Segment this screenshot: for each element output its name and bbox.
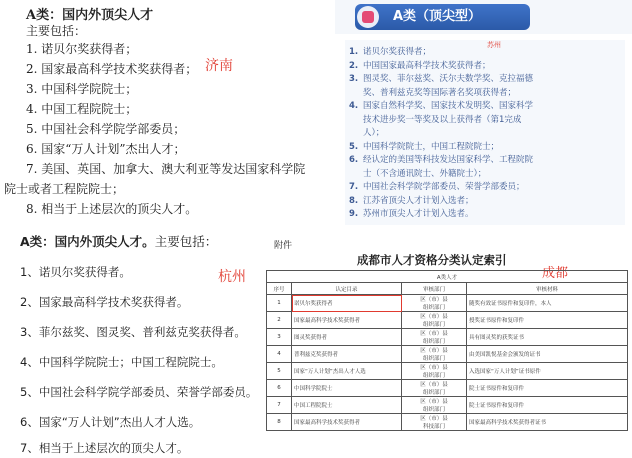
table-header: 序号: [267, 283, 292, 295]
jinan-intro: 主要包括：: [26, 24, 87, 38]
jinan-section: [0, 0, 330, 225]
suzhou-section: [335, 0, 632, 225]
suzhou-item-number: 4.: [349, 101, 359, 111]
table-cell: 4: [267, 346, 292, 363]
suzhou-item-number: 1.: [349, 47, 359, 57]
table-cell: 3: [267, 329, 292, 346]
table-cell: 入选国家“万人计划”证书原件: [467, 363, 628, 380]
hangzhou-item: 3、菲尔兹奖、图灵奖、普利兹克奖获得者。: [20, 325, 246, 339]
table-cell: 中国工程院院士: [292, 397, 402, 414]
hangzhou-title-rest: 主要包括：: [154, 234, 218, 249]
table-cell: 普利兹克奖获得者: [292, 346, 402, 363]
suzhou-item: [349, 208, 474, 220]
table-cell: 授奖证书原件和复印件: [467, 312, 628, 329]
hangzhou-item: 7、相当于上述层次的顶尖人才。: [20, 441, 189, 455]
hangzhou-section: [0, 228, 262, 458]
hangzhou-item: 6、国家“万人计划”杰出人才人选。: [20, 415, 201, 429]
suzhou-item-text: 国家自然科学奖、国家技术发明奖、国家科学: [363, 101, 534, 111]
chengdu-section: [262, 232, 632, 458]
table-cell: 中国科学院院士: [292, 380, 402, 397]
table-cell: 国家“万人计划”杰出人才人选: [292, 363, 402, 380]
suzhou-item-number: 3.: [349, 74, 359, 84]
jinan-item: 院士或者工程院院士；: [4, 182, 125, 196]
table-cell: 图灵奖获得者: [292, 329, 402, 346]
table-cell: 诺贝尔奖获得者: [292, 295, 402, 312]
suzhou-item-text: 江苏省顶尖人才计划入选者；: [363, 195, 474, 206]
hangzhou-item: 1、诺贝尔奖获得者。: [20, 265, 131, 279]
hangzhou-title-bold: A类：国内外顶尖人才。: [20, 234, 155, 249]
suzhou-item: [349, 181, 525, 193]
table-cell: 区（市）县 组织部门: [402, 380, 467, 397]
table-cell: 国家最高科学技术奖获得者: [292, 312, 402, 329]
suzhou-item-number: 8.: [349, 195, 359, 206]
hangzhou-item: 4、中国科学院院士；中国工程院院士。: [20, 355, 223, 369]
table-cell: 6: [267, 380, 292, 397]
table-row: [267, 380, 628, 397]
suzhou-item: [349, 60, 491, 72]
table-cell: 7: [267, 397, 292, 414]
attachment-label: 附件: [274, 241, 293, 251]
table-cell: 国家最高科学技术奖获得者: [292, 414, 402, 431]
table-row: [267, 312, 628, 329]
suzhou-item: [349, 195, 474, 207]
table-cell: 1: [267, 295, 292, 312]
table-cell: 院士证书原件和复印件: [467, 397, 628, 414]
table-cell: 国家最高科学技术奖获得者证书: [467, 414, 628, 431]
table-header: 审核部门: [402, 283, 467, 295]
jinan-city-label: 济南: [205, 58, 233, 74]
table-row: [267, 295, 628, 312]
suzhou-item-text: 中国科学院院士，中国工程院院士；: [363, 141, 500, 152]
table-cell: 区（市）县 组织部门: [402, 295, 467, 312]
suzhou-item-text: 人）；: [363, 128, 385, 138]
suzhou-item: [349, 46, 431, 58]
table-category: A类人才: [267, 271, 628, 283]
chengdu-index-table: [266, 270, 628, 431]
suzhou-item-text: 经认定的美国等科技发达国家科学、工程院院: [363, 155, 534, 165]
hangzhou-item: 2、国家最高科学技术奖获得者。: [20, 295, 189, 309]
hangzhou-item: 5、中国社会科学院学部委员、荣誉学部委员。: [20, 385, 258, 399]
jinan-item: 6. 国家“万人计划”杰出人才；: [26, 142, 186, 156]
suzhou-item: [349, 114, 521, 126]
table-header: 审核材料: [467, 283, 628, 295]
suzhou-item-text: 奖、普利兹克奖等国际著名奖项获得者；: [363, 87, 517, 98]
jinan-item: 8. 相当于上述层次的顶尖人才。: [26, 202, 198, 216]
suzhou-city-label: 苏州: [487, 41, 501, 49]
suzhou-item-number: 5.: [349, 141, 359, 152]
table-cell: 8: [267, 414, 292, 431]
suzhou-item-text: 技术进步奖一等奖及以上获得者（第1完成: [363, 114, 522, 125]
suzhou-item-text: 诺贝尔奖获得者；: [363, 47, 432, 57]
table-cell: 区（市）县 组织部门: [402, 312, 467, 329]
suzhou-item-text: 中国社会科学院学部委员、荣誉学部委员；: [363, 182, 525, 192]
chengdu-city-label: 成都: [542, 266, 569, 281]
suzhou-item-number: 9.: [349, 209, 359, 219]
jinan-item: 5. 中国社会科学院学部委员；: [26, 122, 186, 136]
table-cell: 5: [267, 363, 292, 380]
table-cell: 区（市）县 科技部门: [402, 414, 467, 431]
table-cell: 区（市）县 组织部门: [402, 329, 467, 346]
jinan-item: 4. 中国工程院院士；: [26, 102, 138, 116]
suzhou-item-number: 7.: [349, 182, 359, 192]
suzhou-item: [349, 127, 384, 139]
jinan-item: 1. 诺贝尔奖获得者；: [26, 42, 138, 56]
suzhou-item: [349, 154, 533, 166]
table-row: [267, 329, 628, 346]
table-cell: 区（市）县 组织部门: [402, 346, 467, 363]
suzhou-item: [349, 168, 486, 180]
suzhou-item-text: 中国国家最高科学技术奖获得者；: [363, 60, 491, 71]
table-row: [267, 414, 628, 431]
suzhou-item-text: 图灵奖、菲尔兹奖、沃尔夫数学奖、克拉福德: [363, 74, 534, 84]
jinan-title: A类：国内外顶尖人才: [26, 8, 154, 23]
table-row: [267, 346, 628, 363]
jinan-item: 2. 国家最高科学技术奖获得者；: [26, 62, 198, 76]
suzhou-item-text: 苏州市顶尖人才计划入选者。: [363, 209, 474, 219]
suzhou-item-number: 6.: [349, 155, 359, 165]
table-row: [267, 363, 628, 380]
hangzhou-city-label: 杭州: [218, 269, 246, 285]
suzhou-item-number: 2.: [349, 60, 359, 71]
suzhou-item-text: 士（不含通讯院士、外籍院士）；: [363, 168, 487, 179]
suzhou-item: [349, 73, 533, 85]
table-cell: 由美国凯悦基金会颁发的证书: [467, 346, 628, 363]
table-row: [267, 397, 628, 414]
suzhou-item: [349, 100, 533, 112]
table-cell: 区（市）县 组织部门: [402, 363, 467, 380]
jinan-item: 7. 美国、英国、加拿大、澳大利亚等发达国家科学院: [26, 162, 306, 176]
chengdu-doc-title: 成都市人才资格分类认定索引: [357, 253, 507, 267]
table-cell: 具有图灵奖的获奖证书: [467, 329, 628, 346]
table-cell: 2: [267, 312, 292, 329]
jinan-item: 3. 中国科学院院士；: [26, 82, 138, 96]
table-cell: 随奖有效证书原件和复印件，本人: [467, 295, 628, 312]
table-cell: 院士证书原件和复印件: [467, 380, 628, 397]
suzhou-banner: A类（顶尖型）: [355, 4, 530, 30]
suzhou-item: [349, 141, 499, 153]
table-cell: 区（市）县 组织部门: [402, 397, 467, 414]
category-icon-inner: [362, 11, 374, 23]
table-header: 认定目录: [292, 283, 402, 295]
hangzhou-title: [20, 232, 217, 250]
suzhou-item: [349, 87, 516, 99]
